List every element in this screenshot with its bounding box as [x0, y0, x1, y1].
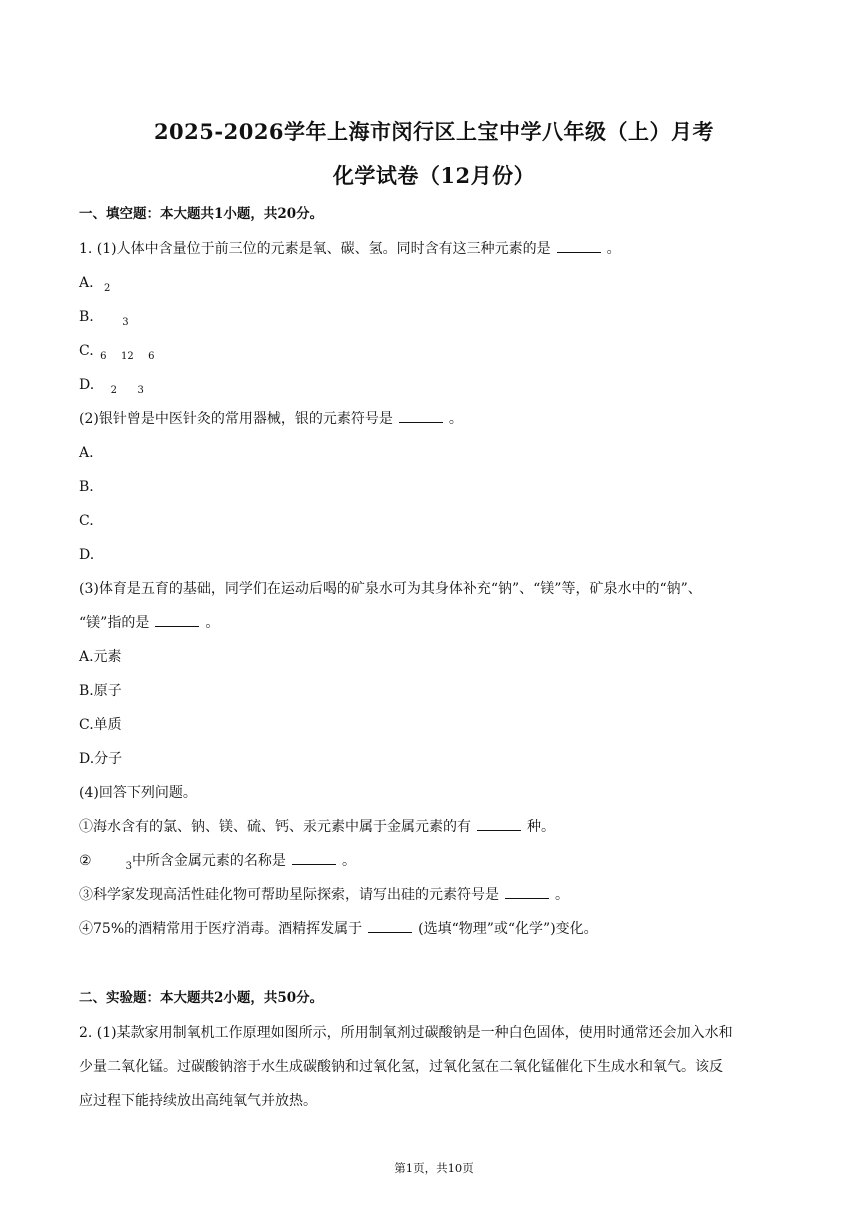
item-marker: ②	[79, 853, 92, 869]
punctuation: 。	[205, 615, 220, 631]
punctuation: 。	[606, 241, 621, 257]
option-d: D.分子	[79, 751, 123, 767]
section-heading-1: 一、填空题：本大题共1小题，共20分。	[79, 206, 324, 222]
question-text: 1. (1)人体中含量位于前三位的元素是氧、碳、氢。同时含有这三种元素的是	[79, 241, 551, 257]
option-b	[79, 308, 129, 328]
subscript: 2	[110, 385, 118, 396]
option-c: C.单质	[79, 717, 122, 733]
page-title: 2025-2026学年上海市闵行区上宝中学八年级（上）月考	[153, 119, 715, 144]
answer-blank	[477, 818, 521, 831]
question-1-part-3-cont	[79, 614, 219, 632]
question-text: “镁”指的是	[79, 615, 150, 631]
page-subtitle: 化学试卷（12月份）	[332, 163, 536, 188]
subscript: 6	[148, 351, 155, 362]
punctuation: 。	[555, 887, 569, 903]
subscript: 3	[125, 861, 132, 872]
question-text: 中所含金属元素的名称是	[131, 853, 286, 869]
question-1-part-4-item-4	[79, 920, 598, 938]
option-label: B.	[79, 309, 94, 325]
question-text-end: (选填“物理”或“化学”)变化。	[418, 921, 598, 937]
subscript: 3	[122, 317, 129, 328]
option-c: C.	[79, 513, 94, 529]
answer-blank	[399, 410, 443, 423]
option-a: A.元素	[79, 649, 122, 665]
option-c	[79, 342, 155, 362]
subscript: 2	[104, 283, 111, 294]
page-footer: 第1页，共10页	[394, 1161, 474, 1175]
question-text-end: 种。	[527, 819, 555, 835]
answer-blank	[292, 852, 336, 865]
question-text: ④75%的酒精常用于医疗消毒。酒精挥发属于	[79, 921, 363, 937]
question-1-part-1	[79, 240, 621, 258]
option-label: D.	[79, 377, 95, 393]
option-d: D.	[79, 547, 95, 563]
subscript: 12	[120, 351, 134, 362]
option-d	[79, 376, 144, 396]
question-text: ①海水含有的氯、钠、镁、硫、钙、汞元素中属于金属元素的有	[79, 819, 471, 835]
answer-blank	[505, 886, 549, 899]
punctuation: 。	[341, 853, 356, 869]
punctuation: 。	[448, 411, 463, 427]
subscript: 6	[100, 351, 107, 362]
section-heading-2: 二、实验题：本大题共2小题，共50分。	[79, 990, 324, 1006]
option-label: C.	[79, 343, 94, 359]
answer-blank	[155, 614, 199, 627]
question-text: (2)银针曾是中医针灸的常用器械，银的元素符号是	[79, 411, 393, 427]
option-a: A.	[79, 445, 94, 461]
question-2-line-3: 应过程下能持续放出高纯氧气并放热。	[79, 1093, 317, 1109]
option-b: B.	[79, 479, 94, 495]
question-1-part-3: (3)体育是五育的基础，同学们在运动后喝的矿泉水可为其身体补充“钠”、“镁”等，矿泉水中的“钠”、	[79, 581, 702, 597]
question-1-part-4-item-1	[79, 818, 555, 836]
subscript: 3	[137, 385, 144, 396]
option-a	[79, 274, 110, 294]
question-1-part-2	[79, 410, 463, 428]
question-2-line-2: 少量二氧化锰。过碳酸钠溶于水生成碳酸钠和过氧化氢，过氧化氢在二氧化锰催化下生成水和氧气。该反	[79, 1059, 723, 1075]
question-2-line-1: 2. (1)某款家用制氧机工作原理如图所示，所用制氧剂过碳酸钠是一种白色固体，使用时通常还会加入水和	[79, 1025, 733, 1041]
answer-blank	[368, 920, 412, 933]
option-label: A.	[79, 275, 94, 291]
question-1-part-4-item-2	[79, 852, 356, 872]
option-b: B.原子	[79, 683, 122, 699]
question-1-part-4: (4)回答下列问题。	[79, 785, 197, 801]
question-text: ③科学家发现高活性硅化物可帮助星际探索，请写出硅的元素符号是	[79, 887, 499, 903]
question-1-part-4-item-3	[79, 886, 569, 904]
answer-blank	[557, 240, 601, 253]
